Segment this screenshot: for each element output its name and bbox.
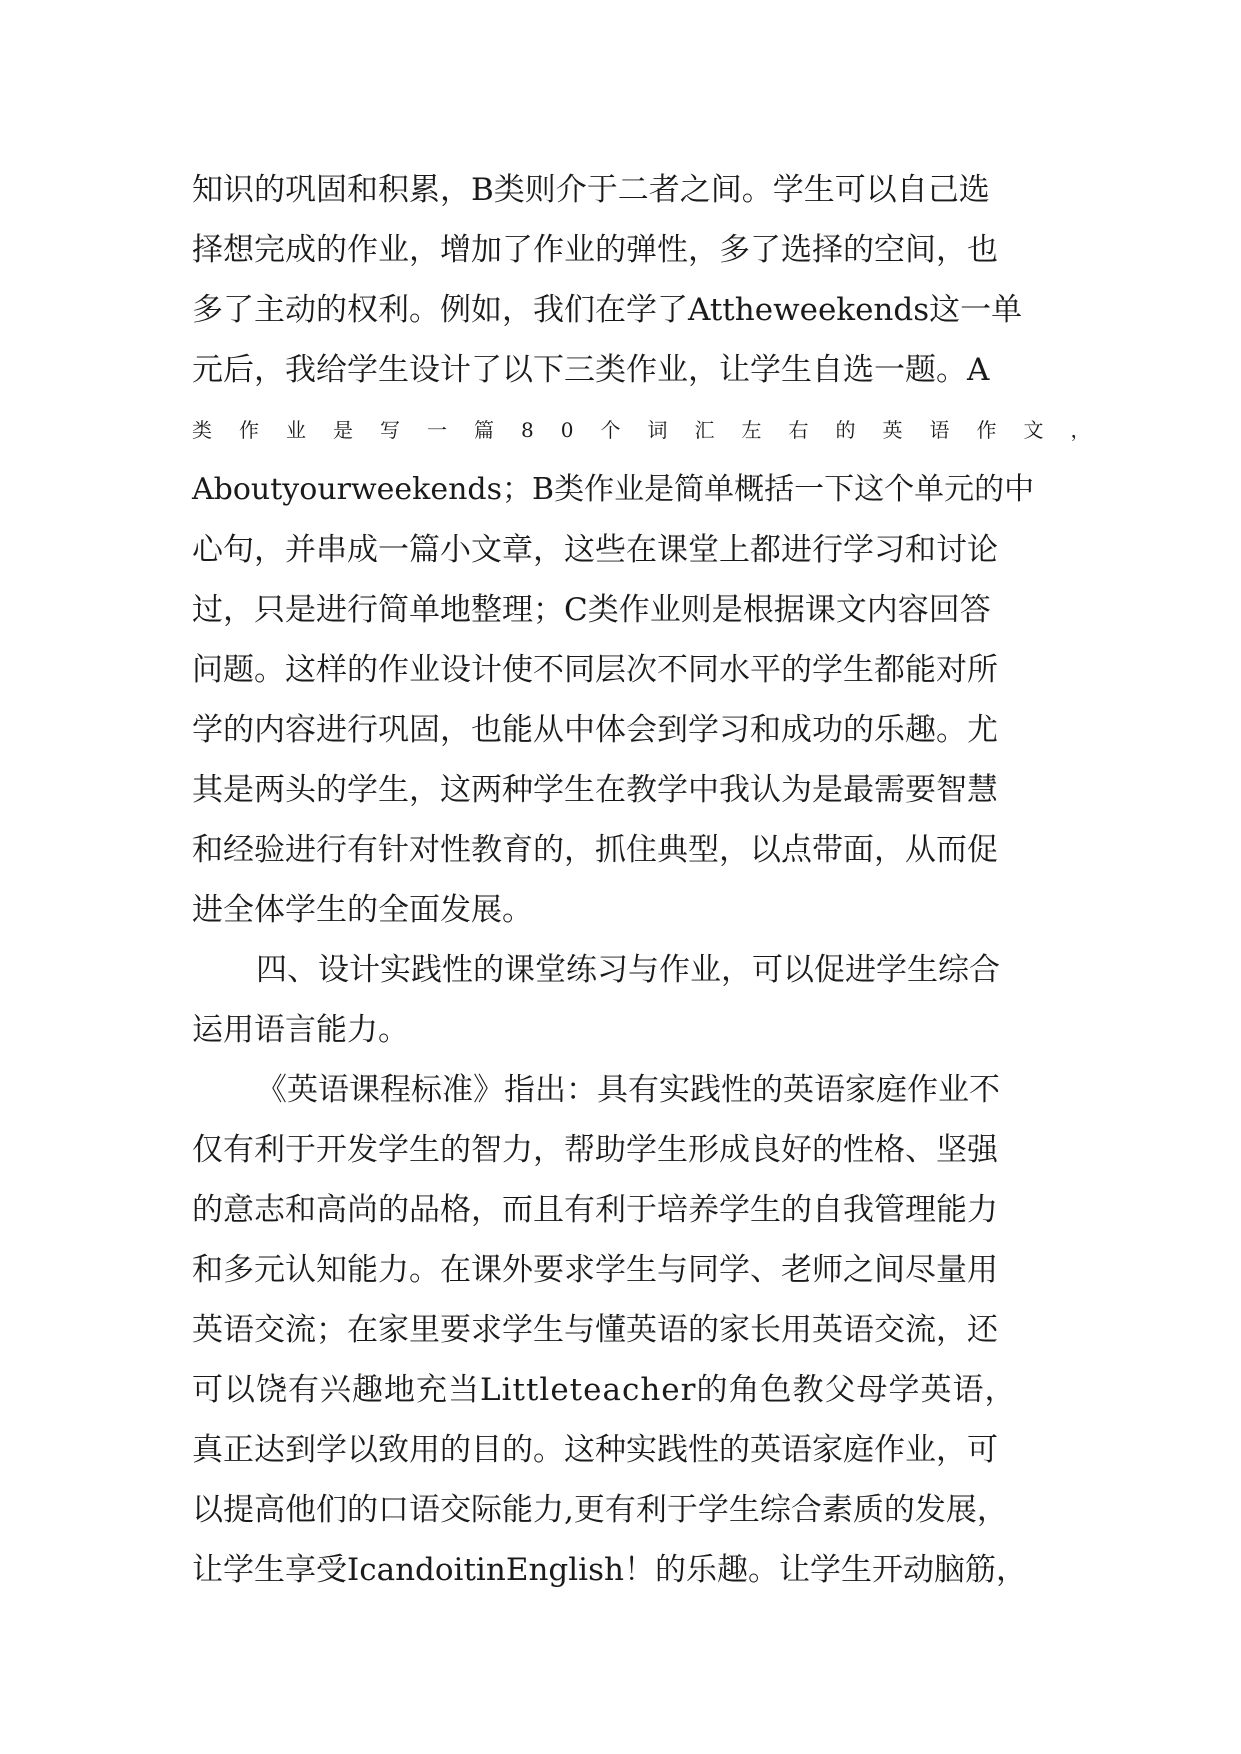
section-heading-line-2: 运用语言能力。 xyxy=(192,1012,409,1048)
text-line-1: 知识的巩固和积累，B类则介于二者之间。学生可以自己选 xyxy=(192,172,990,208)
text-line-21: 可以饶有兴趣地充当Littleteacher的角色教父母学英语， xyxy=(192,1372,1017,1408)
section-heading-line-1: 四、设计实践性的课堂练习与作业，可以促进学生综合 xyxy=(256,952,1000,988)
text-line-2: 择想完成的作业，增加了作业的弹性，多了选择的空间，也 xyxy=(192,232,998,268)
text-line-20: 英语交流；在家里要求学生与懂英语的家长用英语交流，还 xyxy=(192,1312,998,1348)
text-line-22: 真正达到学以致用的目的。这种实践性的英语家庭作业，可 xyxy=(192,1432,998,1468)
text-line-3: 多了主动的权利。例如，我们在学了Attheweekends这一单 xyxy=(192,292,1023,328)
body-text xyxy=(192,160,1118,1600)
text-line-12: 和经验进行有针对性教育的，抓住典型，以点带面，从而促 xyxy=(192,832,998,868)
text-line-5: 类作业是写一篇80个词汇左右的英语作文， xyxy=(192,418,1118,442)
text-line-6: Aboutyourweekends；B类作业是简单概括一下这个单元的中 xyxy=(192,472,1035,507)
text-line-8: 过，只是进行简单地整理；C类作业则是根据课文内容回答 xyxy=(192,592,991,628)
text-line-10: 学的内容进行巩固，也能从中体会到学习和成功的乐趣。尤 xyxy=(192,712,998,748)
text-line-24: 让学生享受IcandoitinEnglish！的乐趣。让学生开动脑筋， xyxy=(192,1552,1027,1588)
text-line-23: 以提高他们的口语交际能力,更有利于学生综合素质的发展， xyxy=(192,1492,1008,1528)
text-line-7: 心句，并串成一篇小文章，这些在课堂上都进行学习和讨论 xyxy=(192,532,998,568)
text-line-17: 仅有利于开发学生的智力，帮助学生形成良好的性格、坚强 xyxy=(192,1132,998,1168)
text-line-9: 问题。这样的作业设计使不同层次不同水平的学生都能对所 xyxy=(192,652,998,688)
text-line-4: 元后，我给学生设计了以下三类作业，让学生自选一题。A xyxy=(192,352,990,388)
text-line-18: 的意志和高尚的品格，而且有利于培养学生的自我管理能力 xyxy=(192,1192,998,1228)
text-line-13: 进全体学生的全面发展。 xyxy=(192,892,533,928)
text-line-19: 和多元认知能力。在课外要求学生与同学、老师之间尽量用 xyxy=(192,1252,998,1288)
text-line-16: 《英语课程标准》指出：具有实践性的英语家庭作业不 xyxy=(256,1072,1000,1108)
text-line-11: 其是两头的学生，这两种学生在教学中我认为是最需要智慧 xyxy=(192,772,998,808)
